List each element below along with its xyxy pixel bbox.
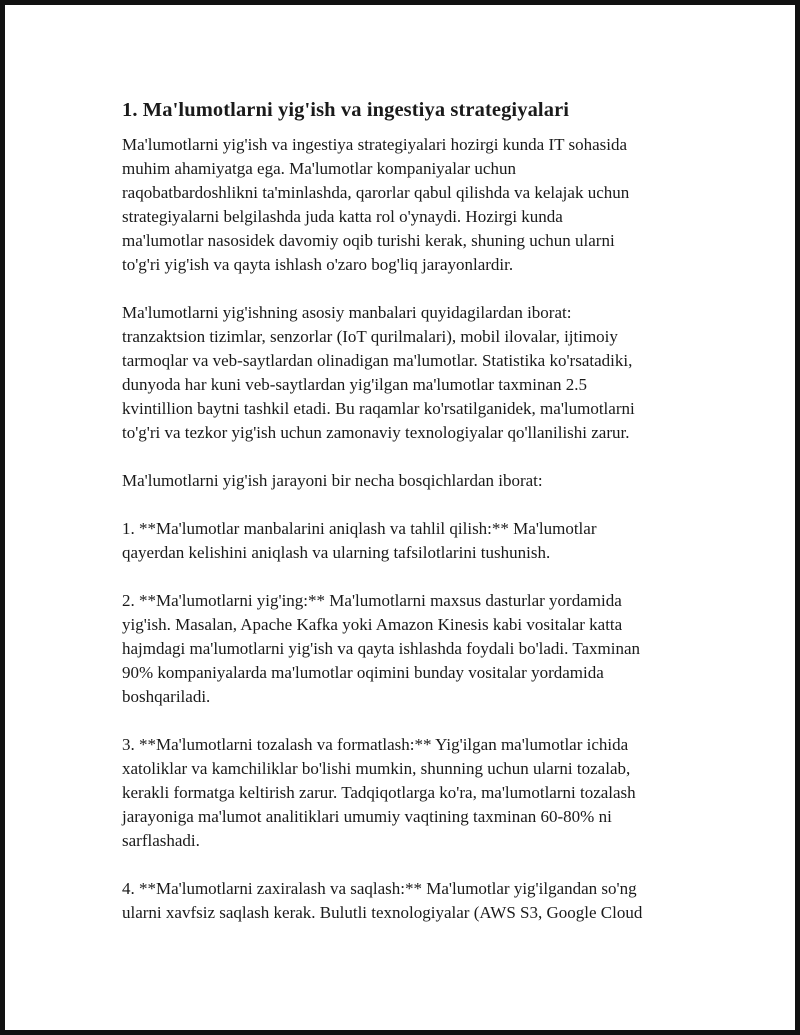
list-item-step-3: 3. **Ma'lumotlarni tozalash va formatlash:** Yig'ilgan ma'lumotlar ichida xatoliklar va kamchiliklar bo'lishi mumkin, shunning uchun ularni tozalab, kerakli formatga keltirish zarur. Tadqiqotlarga ko'ra, ma'lumotlarni tozalash jarayoniga ma'lumot analitiklari umumiy vaqtining taxminan 60-80% ni sarflashadi.	[122, 735, 636, 850]
section-heading: 1. Ma'lumotlarni yig'ish va ingestiya strategiyalari	[122, 99, 570, 121]
paragraph-sources: Ma'lumotlarni yig'ishning asosiy manbalari quyidagilardan iborat: tranzaktsion tizimlar, senzorlar (IoT qurilmalari), mobil ilovalar, ijtimoiy tarmoqlar va veb-saytlardan olinadigan ma'lumotlar. Statistika ko'rsatadiki, dunyoda har kuni veb-saytlardan yig'ilgan ma'lumotlar taxminan 2.5 kvintillion baytni tashkil etadi. Bu raqamlar ko'rsatilganidek, ma'lumotlarni to'g'ri va tezkor yig'ish uchun zamonaviy texnologiyalar qo'llanilishi zarur.	[122, 303, 635, 442]
list-item-step-2: 2. **Ma'lumotlarni yig'ing:** Ma'lumotlarni maxsus dasturlar yordamida yig'ish. Masalan, Apache Kafka yoki Amazon Kinesis kabi vositalar katta hajmdagi ma'lumotlarni yig'ish va qayta ishlashda foydali bo'ladi. Taxminan 90% kompaniyalarda ma'lumotlar oqimini bunday vositalar yordamida boshqariladi.	[122, 591, 641, 706]
list-item-step-1: 1. **Ma'lumotlar manbalarini aniqlash va tahlil qilish:** Ma'lumotlar qayerdan kelishini aniqlash va ularning tafsilotlarini tushunish.	[122, 519, 597, 562]
document-body	[122, 95, 697, 925]
paragraph-intro: Ma'lumotlarni yig'ish va ingestiya strategiyalari hozirgi kunda IT sohasida muhim ahamiyatga ega. Ma'lumotlar kompaniyalar uchun raqobatbardoshlikni ta'minlashda, qarorlar qabul qilishda va kelajak uchun strategiyalarni belgilashda juda katta rol o'ynaydi. Hozirgi kunda ma'lumotlar nasosidek davomiy oqib turishi kerak, shuning uchun ularni to'g'ri yig'ish va qayta ishlash o'zaro bog'liq jarayonlardir.	[122, 135, 630, 274]
paragraph-process-intro: Ma'lumotlarni yig'ish jarayoni bir necha bosqichlardan iborat:	[122, 471, 543, 490]
list-item-step-4: 4. **Ma'lumotlarni zaxiralash va saqlash:** Ma'lumotlar yig'ilgandan so'ng ularni xavfsiz saqlash kerak. Bulutli texnologiyalar (AWS S3, Google Cloud	[122, 879, 643, 922]
